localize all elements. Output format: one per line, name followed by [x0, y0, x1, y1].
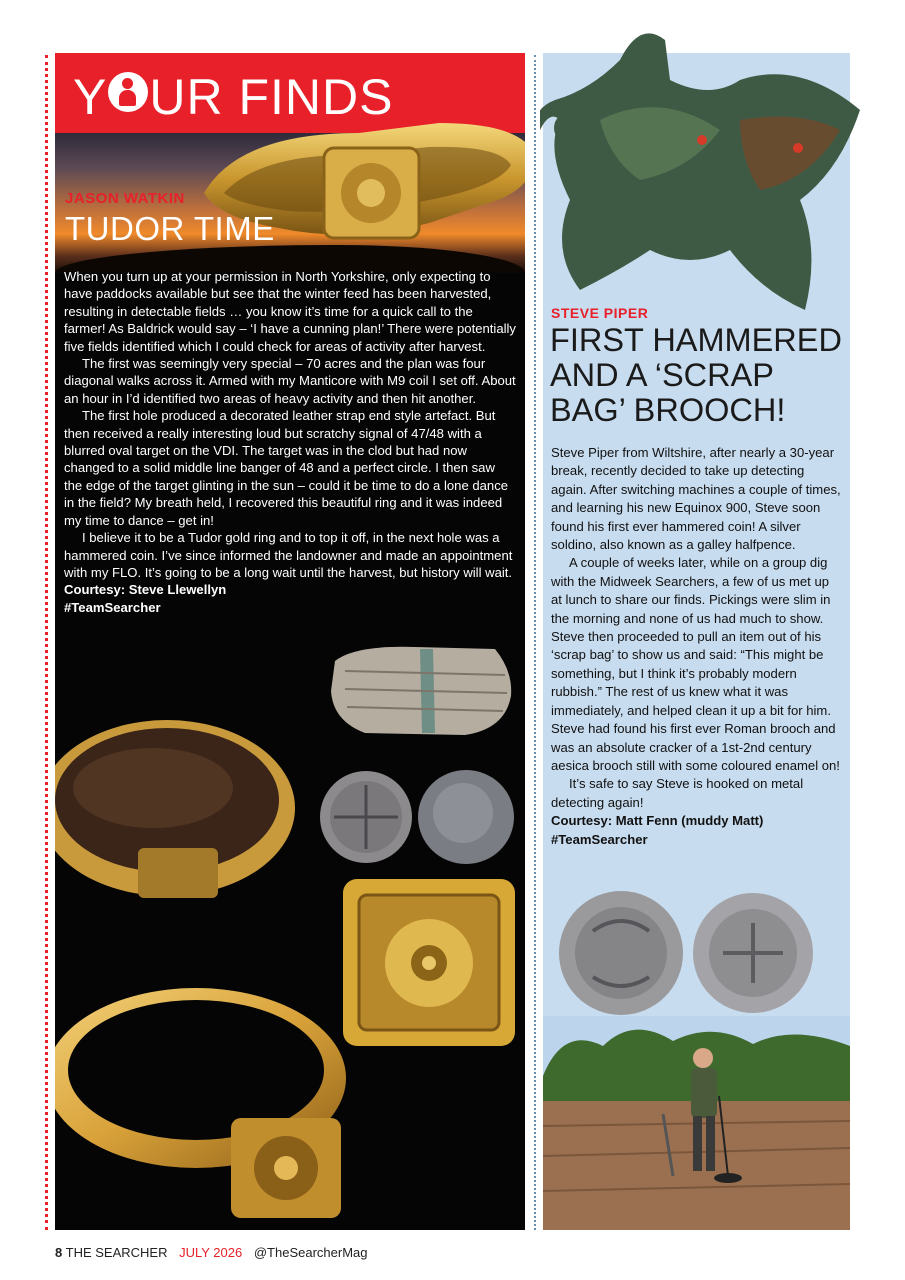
- right-paragraph-3: It’s safe to say Steve is hooked on metal detecting again!: [551, 776, 804, 810]
- left-paragraph-4: I believe it to be a Tudor gold ring and to top it off, in the next hole was a hammered coin. I’ve since informed the landowner and made an appointment with my FLO. It’s going to be a long wait until the harvest, but history will wait.: [64, 530, 513, 580]
- right-author-name: STEVE PIPER: [551, 305, 649, 321]
- right-paragraph-2: A couple of weeks later, while on a group dig with the Midweek Searchers, a few of us met up at lunch to share our finds. Pickings were slim in the morning and none of us had much to show. Steve then proceeded to pull an item out of his ‘scrap bag’ to show us and said: “This might be something, but I think it’s probably modern rubbish.” The rest of us knew what it was immediately, and helped clean it up a bit for him. Steve had found his first ever Roman brooch and was an absolute cracker of a 1st-2nd century aesica brooch still with some coloured enamel on!: [551, 555, 840, 773]
- left-article-body: [64, 268, 516, 616]
- left-dotted-border: [45, 55, 48, 1230]
- section-title-start: Y: [73, 69, 108, 125]
- social-handle: @TheSearcherMag: [253, 1245, 368, 1260]
- left-paragraph-3: The first hole produced a decorated leather strap end style artefact. But then received a really interesting loud but scratchy signal of 47/48 with a blurred oval target on the VDI. The target was in the clod but had now changed to a solid middle line banger of 48 and a perfect circle. I then saw the edge of the target glinting in the sun – could it be time to do a lone dance in the field? My breath held, I recovered this beautiful ring and it was indeed my time to dance – get in!: [64, 408, 509, 528]
- publication-name: THE SEARCHER: [65, 1245, 168, 1260]
- aesica-brooch-photo: [540, 20, 865, 325]
- right-headline-line-1: FIRST HAMMERED: [550, 322, 842, 358]
- left-headline: TUDOR TIME: [65, 210, 275, 247]
- left-hashtag: #TeamSearcher: [64, 599, 161, 615]
- right-paragraph-1: Steve Piper from Wiltshire, after nearly a 30-year break, recently decided to take up detecting again. After switching machines a couple of times, and learning his new Equinox 900, Steve soon found his first ever hammered coin! A silver soldino, also known as a galley halfpence.: [551, 445, 841, 553]
- ring-in-soil-photo: [55, 708, 301, 908]
- page-number: 8: [55, 1245, 63, 1260]
- left-credit: Courtesy: Steve Llewellyn: [64, 582, 227, 598]
- field-detectorist-photo: [543, 1016, 850, 1230]
- left-paragraph-1: When you turn up at your permission in North Yorkshire, only expecting to have paddocks available but see that the winter feed has been harvested, resulting in detectable fields … you know it’s time for a quick call to the farmer! As Baldrick would say – ‘I have a cunning plan!’ There were potentially five fields identified which I could check for areas of activity after harvest.: [64, 269, 516, 354]
- section-title-end: UR FINDS: [149, 69, 394, 125]
- issue-date: JULY 2026: [179, 1245, 243, 1260]
- right-credit: Courtesy: Matt Fenn (muddy Matt): [551, 813, 764, 829]
- left-article: [55, 53, 525, 1230]
- left-author-name: JASON WATKIN: [65, 190, 185, 207]
- gold-ring-large-photo: [55, 958, 361, 1228]
- strap-end-photo: [325, 641, 517, 741]
- silver-soldino-coins-photo: [543, 891, 850, 1016]
- page-footer: [55, 1245, 368, 1260]
- detectorist-logo-icon: [108, 72, 148, 112]
- right-headline: [550, 323, 850, 428]
- right-hashtag: #TeamSearcher: [551, 831, 648, 847]
- center-dotted-divider: [534, 55, 536, 1230]
- left-paragraph-2: The first was seemingly very special – 70 acres and the plan was four diagonal walks across it. Armed with my Manticore with M9 coil I set off. About an hour in I’d identified two areas of heavy activity and then hit another.: [64, 356, 516, 406]
- right-article-body: [551, 444, 843, 849]
- right-headline-line-2: AND A ‘SCRAP: [550, 357, 774, 393]
- ring-bezel-closeup-photo: [339, 875, 519, 1050]
- right-headline-line-3: BAG’ BROOCH!: [550, 392, 786, 428]
- hammered-coins-photo: [318, 767, 518, 867]
